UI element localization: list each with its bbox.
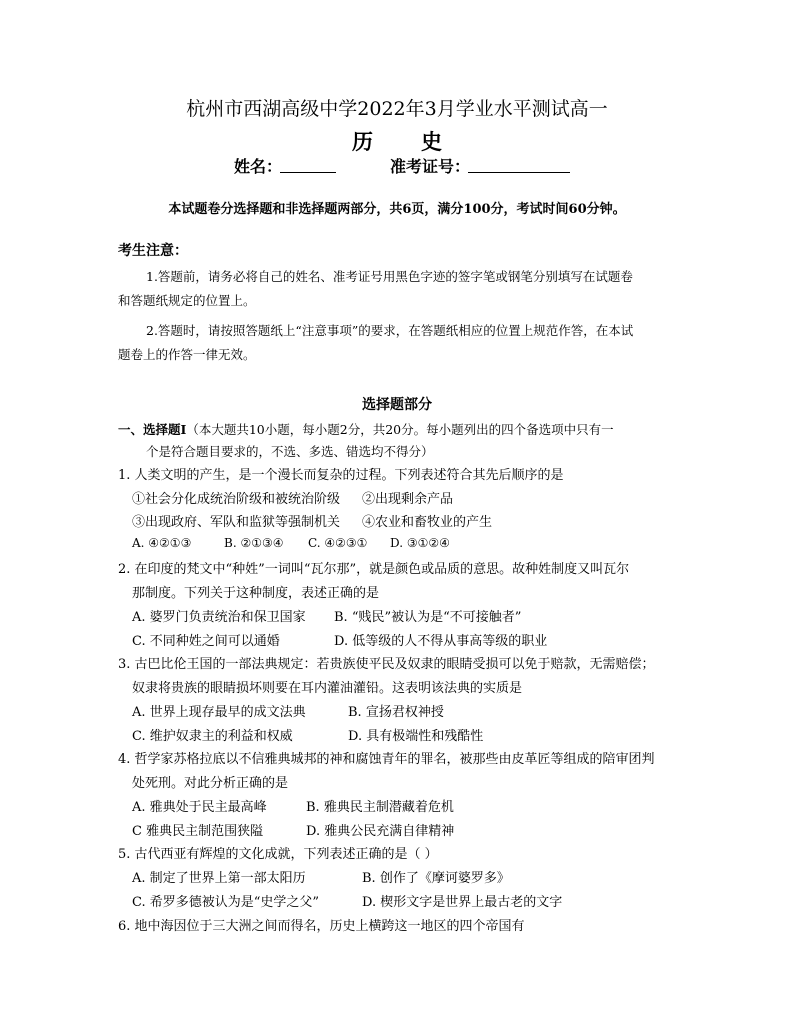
q3-option-c: C. 维护奴隶主的利益和权威: [132, 729, 293, 744]
exam-id-label: 准考证号：: [390, 157, 471, 176]
q3-option-a: A. 世界上现存最早的成文法典: [132, 705, 306, 720]
notice-heading: 考生注意：: [118, 243, 188, 259]
q4-option-d: D. 雅典公民充满自律精神: [306, 824, 455, 839]
exam-intro: 本试题卷分选择题和非选择题两部分，共6页，满分100分，考试时间60分钟。: [168, 202, 626, 217]
q1-stem: 1. 人类文明的产生，是一个漫长而复杂的过程。下列表述符合其先后顺序的是: [118, 468, 564, 483]
q3-option-d: D. 具有极端性和残酷性: [348, 729, 484, 744]
q3-stem-line-2: 奴隶将贵族的眼睛损坏则要在耳内灌油灌铅。这表明该法典的实质是: [132, 681, 523, 696]
q2-stem-line-2: 那制度。下列关于这种制度，表述正确的是: [132, 586, 380, 601]
subject-title: [0, 126, 794, 156]
q1-option-a: A. ④②①③: [132, 536, 192, 550]
section-title: 选择题部分: [362, 397, 432, 413]
part-desc-line-2: 个是符合题目要求的，不选、多选、错选均不得分）: [146, 444, 434, 459]
name-blank: [280, 172, 336, 173]
q3-stem-line-1: 3. 古巴比伦王国的一部法典规定：若贵族使平民及奴隶的眼睛受损可以免于赔款，无需赔偿；: [118, 657, 655, 672]
part-header-line-1: [118, 420, 614, 438]
q5-option-d: D. 楔形文字是世界上最古老的文字: [362, 895, 563, 910]
q5-option-b: B. 创作了《摩诃婆罗多》: [362, 871, 510, 886]
part-desc-line-1: （本大题共10小题，每小题2分，共20分。每小题列出的四个备选项中只有一: [186, 422, 614, 437]
q2-option-b: B. “贱民”被认为是“不可接触者”: [334, 610, 522, 625]
q2-option-a: A. 婆罗门负责统治和保卫国家: [132, 610, 306, 625]
q2-stem-line-1: 2. 在印度的梵文中“种姓”一词叫“瓦尔那”，就是颜色或品质的意思。故种姓制度又叫瓦尔: [118, 562, 630, 577]
notice-item-2-line-2: 题卷上的作答一律无效。: [118, 347, 256, 362]
q1-item-2: ②出现剩余产品: [362, 492, 454, 507]
q1-item-1: ①社会分化成统治阶级和被统治阶级: [132, 492, 341, 507]
q5-stem: 5. 古代西亚有辉煌的文化成就，下列表述正确的是（ ）: [118, 847, 438, 862]
q4-option-b: B. 雅典民主制潜藏着危机: [306, 800, 454, 815]
notice-item-1-line-2: 和答题纸规定的位置上。: [118, 293, 256, 308]
q5-option-a: A. 制定了世界上第一部太阳历: [132, 871, 306, 886]
part-label: 一、选择题Ⅰ: [118, 422, 187, 437]
q4-option-c: C 雅典民主制范围狭隘: [132, 824, 264, 839]
q5-option-c: C. 希罗多德被认为是“史学之父”: [132, 895, 320, 910]
q2-option-c: C. 不同种姓之间可以通婚: [132, 634, 280, 649]
q1-item-3: ③出现政府、军队和监狱等强制机关: [132, 515, 341, 530]
q1-item-4: ④农业和畜牧业的产生: [362, 515, 493, 530]
subject-char-2: 史: [421, 129, 442, 154]
notice-item-2-line-1: 2.答题时，请按照答题纸上“注意事项”的要求，在答题纸相应的位置上规范作答，在本试: [146, 323, 634, 338]
q1-option-c: C. ④②③①: [308, 536, 368, 550]
q3-option-b: B. 宣扬君权神授: [348, 705, 444, 720]
exam-title: 杭州市西湖高级中学2022年3月学业水平测试高一: [186, 98, 608, 120]
q6-stem: 6. 地中海因位于三大洲之间而得名，历史上横跨这一地区的四个帝国有: [118, 919, 525, 934]
q1-option-d: D. ③①②④: [390, 536, 450, 550]
q1-option-b: B. ②①③④: [224, 536, 284, 550]
q2-option-d: D. 低等级的人不得从事高等级的职业: [334, 634, 548, 649]
subject-char-1: 历: [352, 129, 373, 154]
q4-option-a: A. 雅典处于民主最高峰: [132, 800, 267, 815]
q4-stem-line-2: 处死刑。对此分析正确的是: [132, 776, 289, 791]
notice-item-1-line-1: 1.答题前，请务必将自己的姓名、准考证号用黑色字迹的签字笔或钢笔分别填写在试题卷: [146, 269, 633, 284]
q4-stem-line-1: 4. 哲学家苏格拉底以不信雅典城邦的神和腐蚀青年的罪名，被那些由皮革匠等组成的陪审团判: [118, 752, 655, 767]
exam-id-blank: [468, 172, 570, 173]
name-label: 姓名：: [234, 157, 283, 176]
